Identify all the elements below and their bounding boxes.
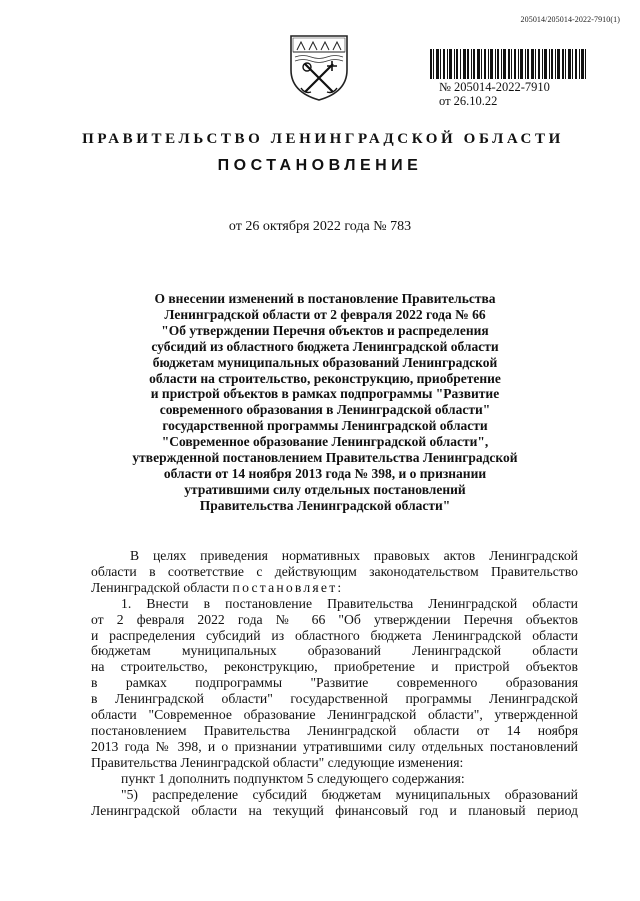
clause-line: в рамках подпрограммы "Развитие современного образования bbox=[91, 675, 578, 691]
title-line: государственной программы Ленинградской области bbox=[162, 418, 488, 434]
preamble-text: Ленинградской области bbox=[91, 579, 233, 595]
preamble-line bbox=[91, 580, 578, 596]
title-line: области на строительство, реконструкцию, приобретение bbox=[149, 370, 501, 386]
title-line: области от 14 ноября 2013 года № 398, и о признании bbox=[163, 465, 487, 481]
document-date: от 26 октября 2022 года № 783 bbox=[228, 219, 412, 234]
government-title: ПРАВИТЕЛЬСТВО ЛЕНИНГРАДСКОЙ ОБЛАСТИ bbox=[82, 131, 564, 147]
barcode bbox=[430, 49, 586, 79]
title-line: Ленинградской области от 2 февраля 2022 года № 66 bbox=[164, 306, 486, 322]
registration-date: от 26.10.22 bbox=[439, 94, 498, 108]
title-line: современного образования в Ленинградской области" bbox=[159, 402, 491, 418]
title-line: "Об утверждении Перечня объектов и распределения bbox=[161, 322, 489, 338]
clause-line: 2013 года № 398, и о признании утратившими силу отдельных постановлений bbox=[91, 738, 578, 754]
title-line: "Современное образование Ленинградской области", bbox=[161, 434, 489, 450]
title-line: О внесении изменений в постановление Правительства bbox=[154, 291, 496, 306]
clause-line: постановлением Правительства Ленинградской области от 14 ноября bbox=[91, 722, 578, 738]
coat-of-arms-emblem bbox=[287, 30, 351, 102]
clause-line: на строительство, реконструкцию, приобретение и пристрой объектов bbox=[91, 659, 578, 675]
clause-line: в Ленинградской области" государственной программы Ленинградской bbox=[91, 691, 578, 707]
title-line: утвержденной постановлением Правительства Ленинградской bbox=[132, 450, 518, 466]
clause-line: Правительства Ленинградской области" следующие изменения: bbox=[91, 754, 464, 770]
preamble-line: В целях приведения нормативных правовых актов Ленинградской bbox=[130, 548, 578, 563]
clause-line: и распределения субсидий из областного бюджета Ленинградской области bbox=[91, 627, 578, 643]
subclause-line: "5) распределение субсидий бюджетам муниципальных образований bbox=[121, 786, 578, 802]
document-code: 205014/205014-2022-7910(1) bbox=[520, 15, 620, 24]
clause-line: области "Современное образование Ленинградской области", утвержденной bbox=[91, 707, 578, 723]
title-line: и пристрой объектов в рамках подпрограммы "Развитие bbox=[150, 386, 500, 402]
title-line: бюджетам муниципальных образований Ленинградской bbox=[152, 354, 498, 370]
registration-stamp bbox=[439, 80, 550, 108]
title-line: утратившими силу отдельных постановлений bbox=[184, 481, 466, 497]
resolves-word: постановляет: bbox=[232, 579, 344, 595]
title-line: Правительства Ленинградской области" bbox=[199, 497, 451, 513]
document-title bbox=[90, 291, 560, 514]
subclause-line: пункт 1 дополнить подпунктом 5 следующего содержания: bbox=[121, 770, 465, 786]
document-body bbox=[91, 548, 578, 818]
preamble-line: области в соответствие с действующим законодательством Правительство bbox=[91, 563, 578, 579]
clause-line: 1. Внести в постановление Правительства Ленинградской области bbox=[121, 595, 578, 611]
clause-line: бюджетам муниципальных образований Ленинградской области bbox=[91, 643, 578, 659]
registration-number: № 205014-2022-7910 bbox=[439, 80, 550, 94]
document-type: ПОСТАНОВЛЕНИЕ bbox=[217, 157, 423, 174]
subclause-line: Ленинградской области на текущий финансовый год и плановый период bbox=[91, 802, 578, 818]
clause-line: от 2 февраля 2022 года № 66 "Об утверждении Перечня объектов bbox=[91, 611, 578, 627]
title-line: субсидий из областного бюджета Ленинградской области bbox=[151, 338, 499, 354]
